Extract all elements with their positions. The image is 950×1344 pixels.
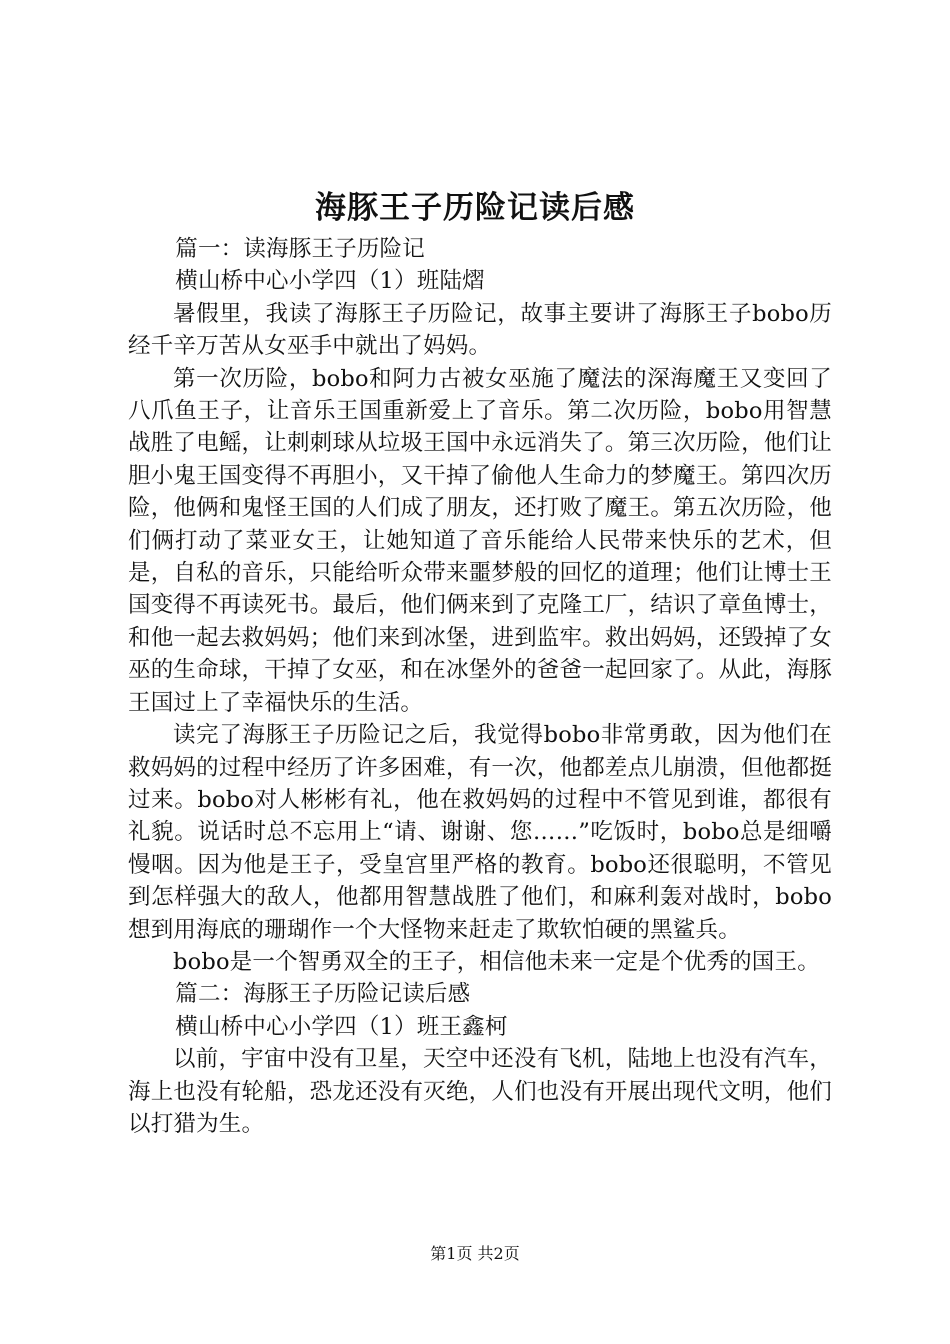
section-heading-1: 篇一：读海豚王子历险记 <box>175 236 425 262</box>
document-body <box>128 233 832 1140</box>
author-line-1: 横山桥中心小学四（1）班陆熠 <box>175 268 485 295</box>
document-title: 海豚王子历险记读后感 <box>315 190 635 226</box>
paragraph: 第一次历险，bobo和阿力古被女巫施了魔法的深海魔王又变回了八爪鱼王子，让音乐王国重新爱上了音乐。第二次历险，bobo用智慧战胜了电鳐，让刺刺球从垃圾王国中永远消失了。第三次历险，他们让胆小鬼王国变得不再胆小，又干掉了偷他人生命力的梦魔王。第四次历险，他俩和鬼怪王国的人们成了朋友，还打败了魔王。第五次历险，他们俩打动了菜亚女王，让她知道了音乐能给人民带来快乐的艺术，但是，自私的音乐，只能给听众带来噩梦般的回忆的道理；他们让博士王国变得不再读死书。最后，他们俩来到了克隆工厂，结识了章鱼博士，和他一起去救妈妈；他们来到冰堡，进到监牢。救出妈妈，还毁掉了女巫的生命球，干掉了女巫，和在冰堡外的爸爸一起回家了。从此，海豚王国过上了幸福快乐的生活。 <box>128 365 832 716</box>
section-heading-2: 篇二：海豚王子历险记读后感 <box>175 981 471 1008</box>
paragraph: 暑假里，我读了海豚王子历险记，故事主要讲了海豚王子bobo历经千辛万苦从女巫手中就出了妈妈。 <box>128 300 832 360</box>
paragraph: bobo是一个智勇双全的王子，相信他未来一定是个优秀的国王。 <box>173 948 820 975</box>
page-footer: 第1页 共2页 <box>430 1244 520 1263</box>
paragraph: 读完了海豚王子历险记之后，我觉得bobo非常勇敢，因为他们在救妈妈的过程中经历了许多困难，有一次，他都差点儿崩溃，但他都挺过来。bobo对人彬彬有礼，他在救妈妈的过程中不管见到谁，都很有礼貌。说话时总不忘用上“请、谢谢、您……”吃饭时，bobo总是细嚼慢咽。因为他是王子，受皇宫里严格的教育。bobo还很聪明，不管见到怎样强大的敌人，他都用智慧战胜了他们，和麻利轰对战时，bobo想到用海底的珊瑚作一个大怪物来赶走了欺软怕硬的黑鲨兵。 <box>128 722 832 943</box>
author-line-2: 横山桥中心小学四（1）班王鑫柯 <box>175 1013 508 1040</box>
paragraph: 以前，宇宙中没有卫星，天空中还没有飞机，陆地上也没有汽车，海上也没有轮船，恐龙还没有灭绝，人们也没有开展出现代文明，他们以打猎为生。 <box>128 1046 832 1137</box>
